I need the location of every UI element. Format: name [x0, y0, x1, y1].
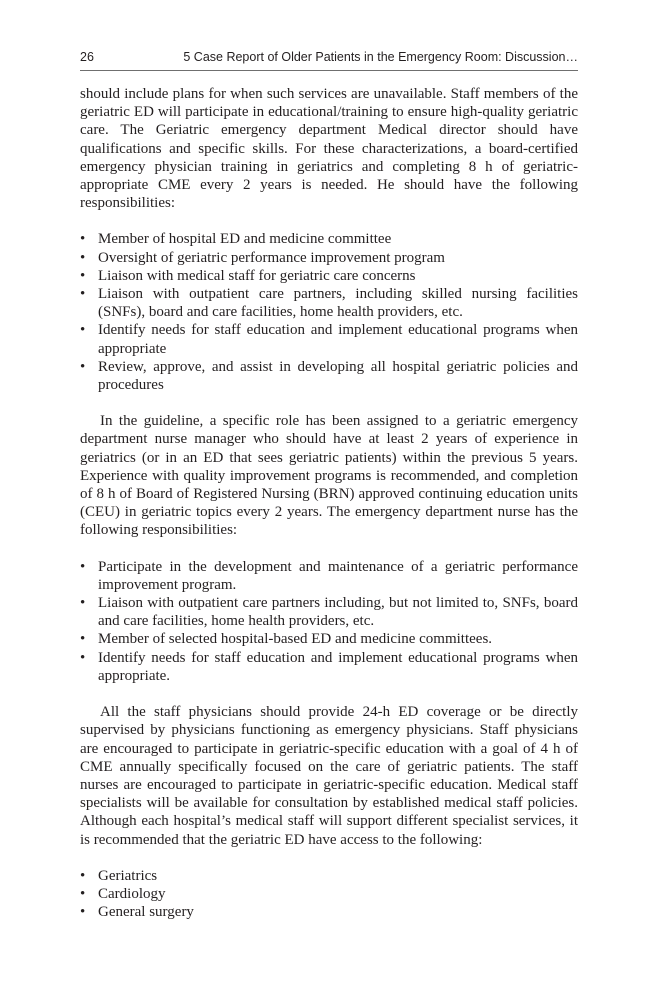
list-item-text: Member of selected hospital-based ED and medicine committees.: [98, 631, 493, 648]
list-item: [80, 249, 578, 267]
bullet-icon: •: [80, 649, 86, 666]
list-item: [80, 649, 578, 685]
list-item-text: Liaison with outpatient care partners including, but not limited to, SNFs, board and care facilities, home health providers, etc.: [98, 595, 578, 630]
list-item: [80, 558, 578, 594]
list-item-text: Member of hospital ED and medicine committee: [98, 231, 392, 248]
page-number: 26: [80, 50, 94, 64]
bullet-icon: •: [80, 558, 86, 575]
list-item-text: Identify needs for staff education and implement educational programs when appropriate.: [98, 649, 578, 684]
bullet-icon: •: [80, 904, 86, 921]
list-item: [80, 867, 578, 885]
list-item-text: Oversight of geriatric performance improvement program: [98, 249, 445, 266]
paragraph-1: should include plans for when such services are unavailable. Staff members of the geriatric ED will participate in educational/training to ensure high-quality geriatric care. The Geriatric emergency department Medical director should have qualifications and specific skills. For these characterizations, a board-certified emergency physician training in geriatrics and completing 8 h of geriatric-appropriate CME every 2 years is needed. He should have the following responsibilities:: [80, 86, 578, 212]
list-item-text: Liaison with outpatient care partners, including skilled nursing facilities (SNFs), board and care facilities, home health providers, etc.: [98, 286, 578, 321]
bullet-icon: •: [80, 286, 86, 303]
list-item: [80, 885, 578, 903]
list-item-text: General surgery: [98, 904, 194, 921]
paragraph-3: All the staff physicians should provide 24-h ED coverage or be directly supervised by physicians functioning as emergency physicians. Staff physicians are encouraged to participate in geriatric-specific education with a goal of 4 h of CME annually specifically focused on the care of geriatric patients. The staff nurses are encouraged to participate in geriatric-specific education. Medical staff specialists will be available for consultation by established medical staff policies. Although each hospital’s medical staff will support different specialist services, it is recommended that the geriatric ED have access to the following:: [80, 704, 578, 848]
header-rule: [80, 70, 578, 71]
list-item: [80, 267, 578, 285]
list-item-text: Participate in the development and maintenance of a geriatric performance improvement program.: [98, 558, 578, 593]
bullet-icon: •: [80, 322, 86, 339]
list-item-text: Identify needs for staff education and implement educational programs when appropriate: [98, 322, 578, 357]
bullet-icon: •: [80, 867, 86, 884]
director-responsibilities-list: [80, 230, 578, 394]
bullet-icon: •: [80, 249, 86, 266]
list-item: [80, 358, 578, 394]
list-item: [80, 594, 578, 630]
list-item-text: Cardiology: [98, 885, 166, 902]
nurse-responsibilities-list: [80, 558, 578, 685]
list-item-text: Geriatrics: [98, 867, 158, 884]
bullet-icon: •: [80, 358, 86, 375]
bullet-icon: •: [80, 231, 86, 248]
paragraph-2: In the guideline, a specific role has been assigned to a geriatric emergency department nurse manager who should have at least 2 years of experience in geriatrics (or in an ED that sees geriatric patients) within the previous 5 years. Experience with quality improvement programs is recommended, and completion of 8 h of Board of Registered Nursing (BRN) approved continuing education units (CEU) in geriatric topics every 2 years. The emergency department nurse has the following responsibilities:: [80, 413, 578, 539]
bullet-icon: •: [80, 631, 86, 648]
bullet-icon: •: [80, 885, 86, 902]
list-item-text: Review, approve, and assist in developing all hospital geriatric policies and procedures: [98, 358, 578, 394]
list-item-text: Liaison with medical staff for geriatric care concerns: [98, 267, 416, 284]
list-item: [80, 230, 578, 248]
list-item: [80, 903, 578, 921]
list-item: [80, 321, 578, 357]
bullet-icon: •: [80, 595, 86, 612]
list-item: [80, 285, 578, 321]
page-body: [80, 85, 578, 921]
running-header: [80, 47, 578, 67]
running-title: 5 Case Report of Older Patients in the Emergency Room: Discussion…: [183, 50, 578, 64]
list-item: [80, 630, 578, 648]
specialist-services-list: [80, 867, 578, 922]
bullet-icon: •: [80, 267, 86, 284]
